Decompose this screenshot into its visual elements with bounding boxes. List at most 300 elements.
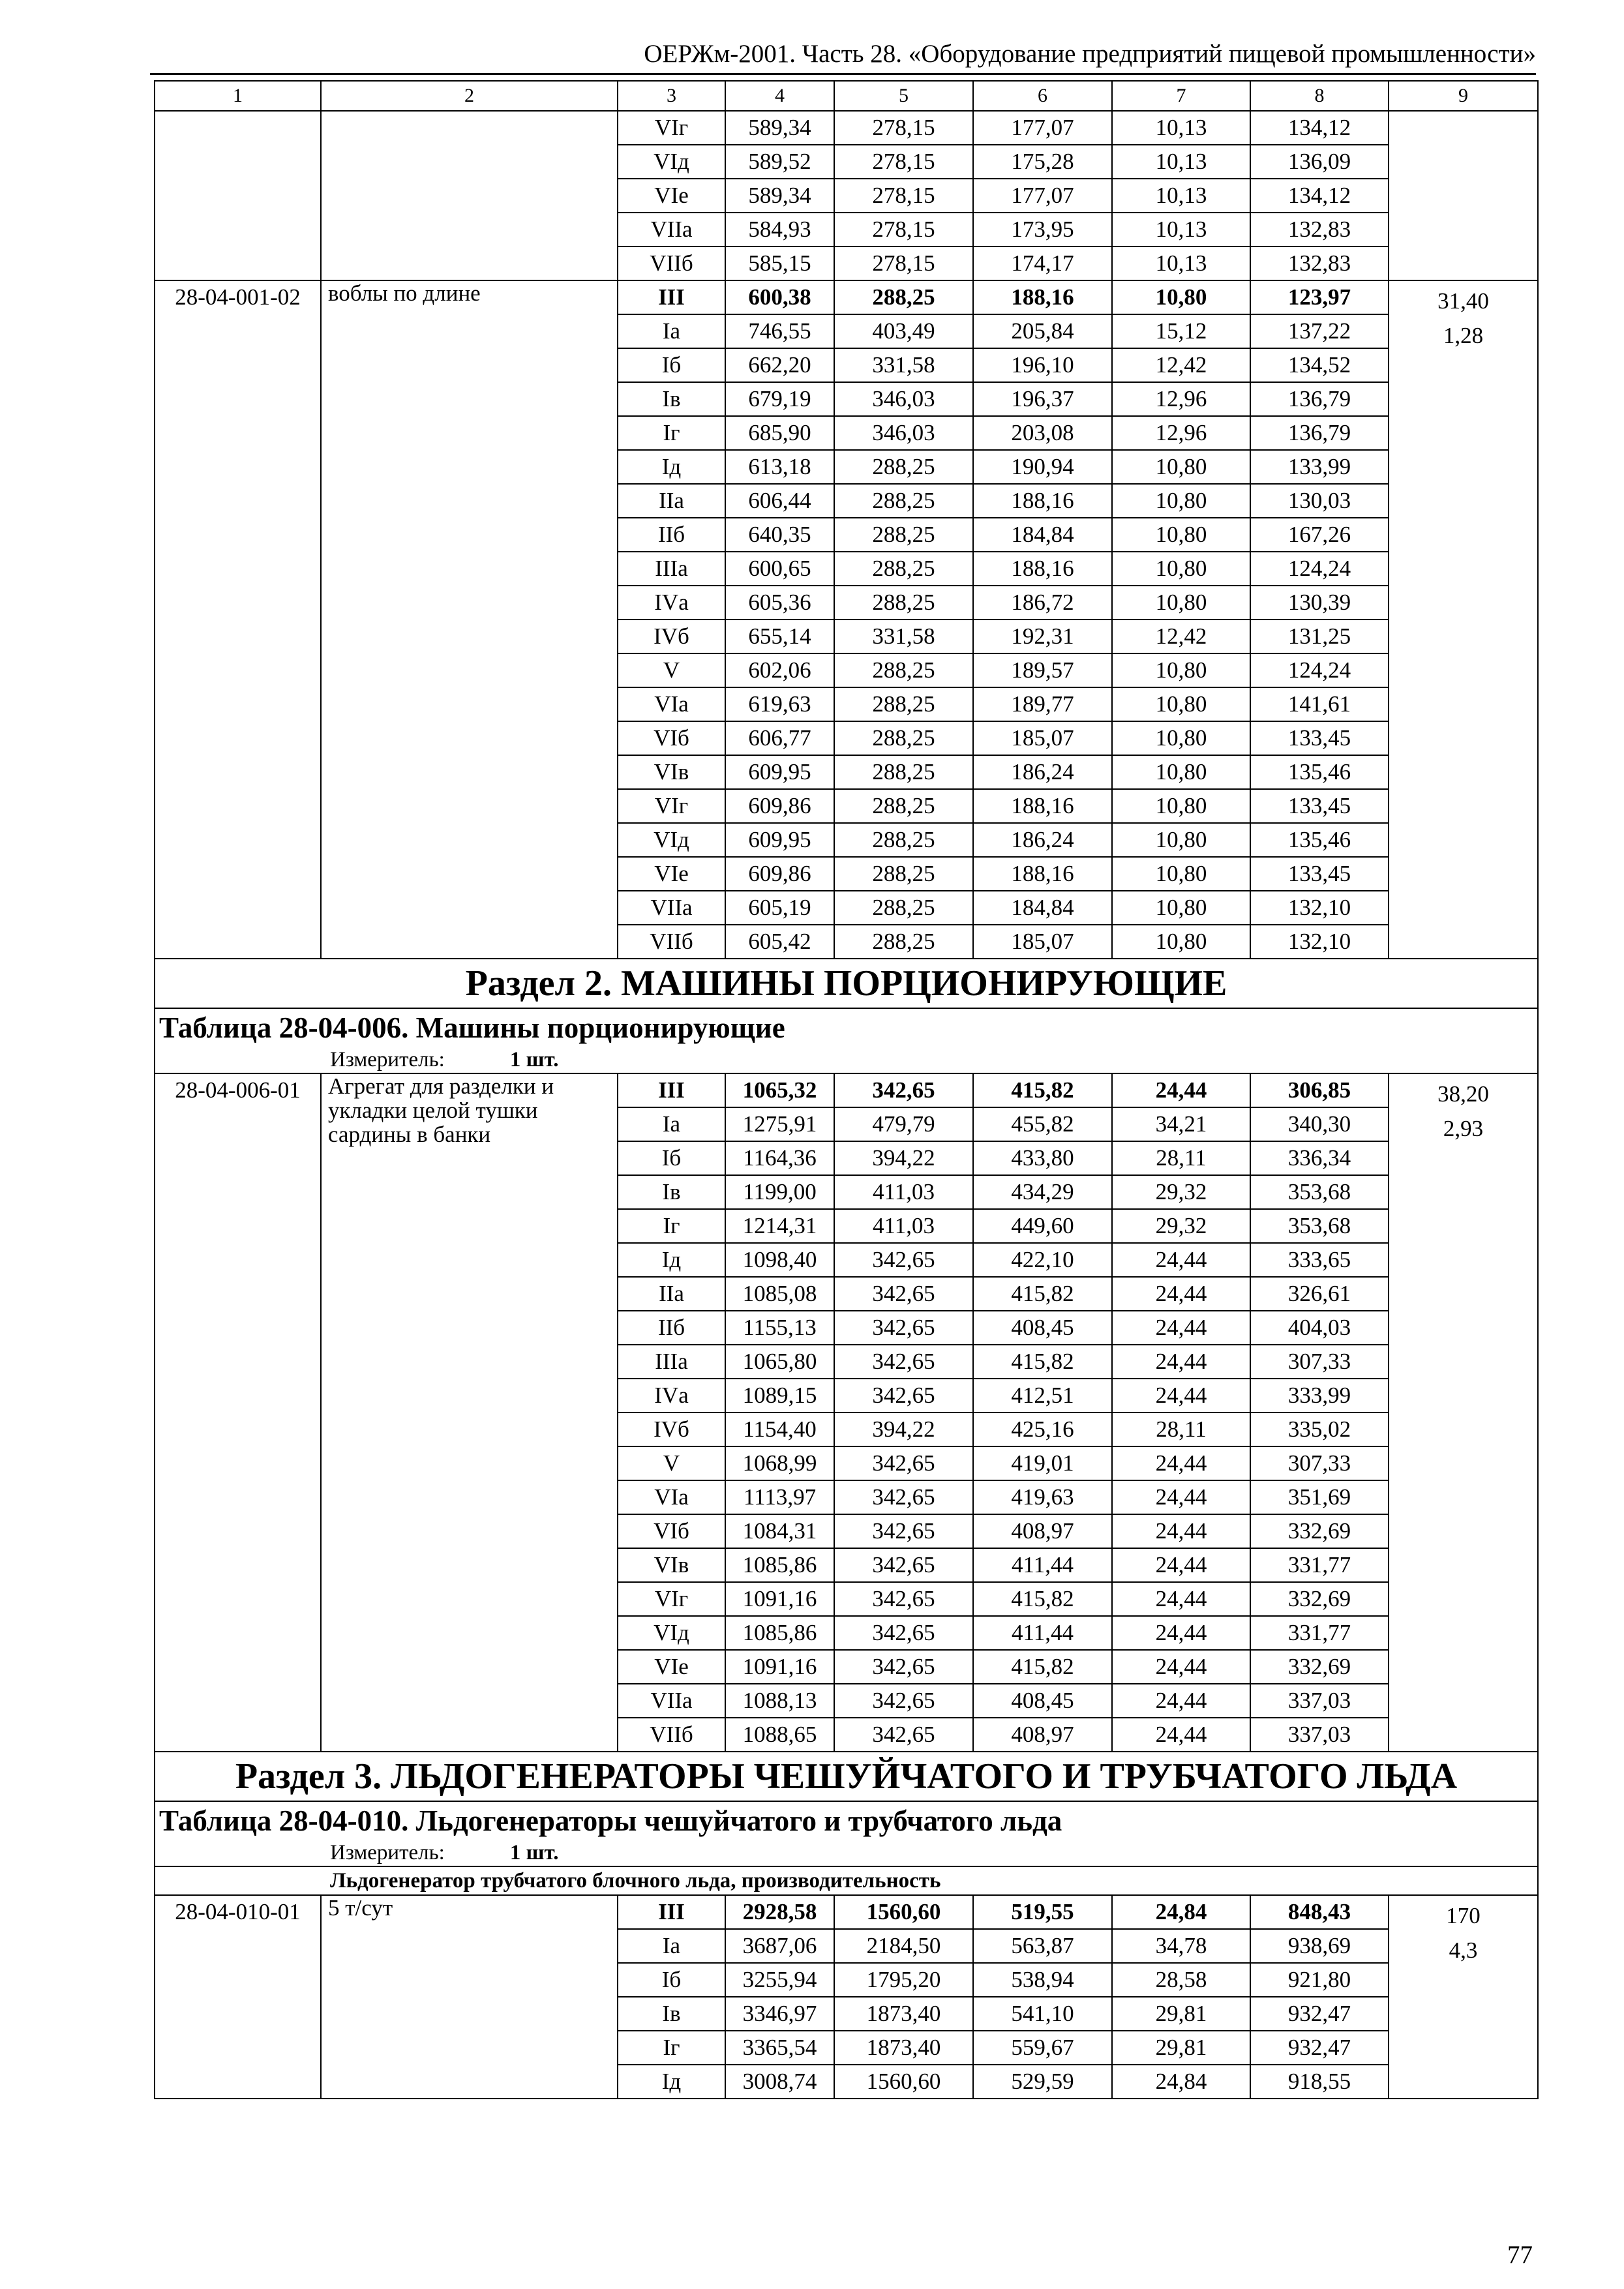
zone-cell: IIб (618, 518, 725, 552)
value-cell: 132,83 (1250, 247, 1389, 280)
value-cell: 921,80 (1250, 1963, 1389, 1997)
value-cell: 351,69 (1250, 1480, 1389, 1514)
value-cell: 3687,06 (725, 1929, 834, 1963)
item-code: 28-04-006-01 (155, 1073, 321, 1752)
zone-cell: Iб (618, 1963, 725, 1997)
zone-cell: Iг (618, 1209, 725, 1243)
value-cell: 326,61 (1250, 1277, 1389, 1311)
value-cell: 12,42 (1112, 620, 1250, 653)
value-cell: 184,84 (973, 518, 1112, 552)
value-cell: 342,65 (834, 1684, 973, 1718)
table-subtitle: Льдогенератор трубчатого блочного льда, производительность (155, 1866, 1538, 1895)
value-cell: 337,03 (1250, 1718, 1389, 1752)
zone-cell: VIе (618, 857, 725, 891)
value-cell: 419,01 (973, 1446, 1112, 1480)
value-cell: 602,06 (725, 653, 834, 687)
value-cell: 24,44 (1112, 1379, 1250, 1413)
value-cell: 24,44 (1112, 1311, 1250, 1345)
zone-cell: V (618, 1446, 725, 1480)
value-cell: 662,20 (725, 348, 834, 382)
zone-cell: III (618, 280, 725, 314)
subtitle-row (155, 1866, 1538, 1895)
value-cell: 404,03 (1250, 1311, 1389, 1345)
value-cell: 331,77 (1250, 1616, 1389, 1650)
value-cell: 190,94 (973, 450, 1112, 484)
value-cell: 307,33 (1250, 1446, 1389, 1480)
zone-cell: VIе (618, 1650, 725, 1684)
value-cell: 10,80 (1112, 280, 1250, 314)
value-cell: 679,19 (725, 382, 834, 416)
value-cell: 196,10 (973, 348, 1112, 382)
value-cell: 1154,40 (725, 1413, 834, 1446)
value-cell: 411,44 (973, 1616, 1112, 1650)
value-cell: 175,28 (973, 145, 1112, 179)
table-row (155, 1073, 1538, 1107)
value-cell: 1088,65 (725, 1718, 834, 1752)
value-cell: 173,95 (973, 213, 1112, 247)
value-cell: 1560,60 (834, 2065, 973, 2099)
value-cell: 342,65 (834, 1446, 973, 1480)
value-cell: 394,22 (834, 1141, 973, 1175)
value-cell: 124,24 (1250, 653, 1389, 687)
zone-cell: IIа (618, 1277, 725, 1311)
column-number: 9 (1389, 81, 1538, 111)
value-cell: 519,55 (973, 1895, 1112, 1929)
table-title-row (155, 1008, 1538, 1047)
zone-cell: Iг (618, 416, 725, 450)
value-cell: 411,44 (973, 1548, 1112, 1582)
value-cell: 278,15 (834, 247, 973, 280)
measure-cell (155, 1047, 1538, 1073)
column-number: 7 (1112, 81, 1250, 111)
zone-cell: VIг (618, 789, 725, 823)
value-cell: 584,93 (725, 213, 834, 247)
value-cell: 28,11 (1112, 1413, 1250, 1446)
value-cell: 10,80 (1112, 755, 1250, 789)
value-cell: 353,68 (1250, 1209, 1389, 1243)
zone-cell: VIIб (618, 1718, 725, 1752)
value-cell: 1068,99 (725, 1446, 834, 1480)
zone-cell: VIв (618, 755, 725, 789)
value-cell: 288,25 (834, 755, 973, 789)
value-cell: 288,25 (834, 518, 973, 552)
value-cell: 306,85 (1250, 1073, 1389, 1107)
zone-cell: IVа (618, 1379, 725, 1413)
value-cell: 131,25 (1250, 620, 1389, 653)
value-cell: 184,84 (973, 891, 1112, 925)
value-cell: 278,15 (834, 145, 973, 179)
value-cell: 123,97 (1250, 280, 1389, 314)
value-cell: 24,44 (1112, 1480, 1250, 1514)
table-title: Таблица 28-04-010. Льдогенераторы чешуйчатого и трубчатого льда (155, 1801, 1538, 1840)
value-cell: 331,77 (1250, 1548, 1389, 1582)
value-cell: 288,25 (834, 586, 973, 620)
value-cell: 188,16 (973, 857, 1112, 891)
value-cell: 1091,16 (725, 1582, 834, 1616)
value-cell: 342,65 (834, 1345, 973, 1379)
value-cell: 288,25 (834, 823, 973, 857)
value-cell: 288,25 (834, 789, 973, 823)
value-cell: 134,52 (1250, 348, 1389, 382)
zone-cell: Iд (618, 2065, 725, 2099)
value-cell: 186,24 (973, 755, 1112, 789)
item-code (155, 111, 321, 280)
value-cell: 1065,32 (725, 1073, 834, 1107)
value-cell: 24,44 (1112, 1650, 1250, 1684)
value-cell: 24,84 (1112, 2065, 1250, 2099)
value-cell: 177,07 (973, 111, 1112, 145)
measure-label: Измеритель: (330, 1841, 445, 1864)
zone-cell: Iб (618, 348, 725, 382)
value-cell: 1088,13 (725, 1684, 834, 1718)
column-number: 2 (321, 81, 618, 111)
value-cell: 24,44 (1112, 1718, 1250, 1752)
value-cell: 278,15 (834, 213, 973, 247)
zone-cell: IVб (618, 1413, 725, 1446)
value-cell: 938,69 (1250, 1929, 1389, 1963)
value-cell: 342,65 (834, 1480, 973, 1514)
value-cell: 10,80 (1112, 484, 1250, 518)
value-cell: 189,77 (973, 687, 1112, 721)
value-cell: 408,97 (973, 1718, 1112, 1752)
value-cell: 288,25 (834, 891, 973, 925)
extra-cell: 38,20 2,93 (1389, 1073, 1538, 1752)
zone-cell: Iв (618, 382, 725, 416)
zone-cell: III (618, 1073, 725, 1107)
value-cell: 403,49 (834, 314, 973, 348)
value-cell: 422,10 (973, 1243, 1112, 1277)
value-cell: 10,13 (1112, 213, 1250, 247)
zone-cell: VIе (618, 179, 725, 213)
value-cell: 1795,20 (834, 1963, 973, 1997)
value-cell: 342,65 (834, 1616, 973, 1650)
zone-cell: IIIа (618, 1345, 725, 1379)
value-cell: 538,94 (973, 1963, 1112, 1997)
value-cell: 342,65 (834, 1243, 973, 1277)
value-cell: 186,72 (973, 586, 1112, 620)
value-cell: 1214,31 (725, 1209, 834, 1243)
page-number: 77 (1507, 2241, 1533, 2269)
value-cell: 12,96 (1112, 416, 1250, 450)
value-cell: 425,16 (973, 1413, 1112, 1446)
value-cell: 346,03 (834, 382, 973, 416)
value-cell: 24,44 (1112, 1243, 1250, 1277)
value-cell: 3365,54 (725, 2031, 834, 2065)
value-cell: 177,07 (973, 179, 1112, 213)
value-cell: 10,80 (1112, 823, 1250, 857)
value-cell: 415,82 (973, 1277, 1112, 1311)
value-cell: 606,44 (725, 484, 834, 518)
value-cell: 1098,40 (725, 1243, 834, 1277)
value-cell: 188,16 (973, 789, 1112, 823)
value-cell: 134,12 (1250, 179, 1389, 213)
value-cell: 1560,60 (834, 1895, 973, 1929)
value-cell: 619,63 (725, 687, 834, 721)
value-cell: 28,11 (1112, 1141, 1250, 1175)
value-cell: 137,22 (1250, 314, 1389, 348)
zone-cell: Iа (618, 314, 725, 348)
value-cell: 455,82 (973, 1107, 1112, 1141)
value-cell: 1199,00 (725, 1175, 834, 1209)
value-cell: 1113,97 (725, 1480, 834, 1514)
section-row (155, 1752, 1538, 1801)
value-cell: 609,86 (725, 789, 834, 823)
value-cell: 24,44 (1112, 1446, 1250, 1480)
value-cell: 3008,74 (725, 2065, 834, 2099)
value-cell: 288,25 (834, 484, 973, 518)
zone-cell: VIв (618, 1548, 725, 1582)
zone-cell: VIа (618, 1480, 725, 1514)
value-cell: 24,44 (1112, 1582, 1250, 1616)
value-cell: 10,13 (1112, 179, 1250, 213)
value-cell: 609,95 (725, 823, 834, 857)
value-cell: 342,65 (834, 1718, 973, 1752)
value-cell: 10,80 (1112, 789, 1250, 823)
zone-cell: VIIа (618, 213, 725, 247)
zone-cell: VIб (618, 1514, 725, 1548)
value-cell: 203,08 (973, 416, 1112, 450)
value-cell: 135,46 (1250, 823, 1389, 857)
column-number: 1 (155, 81, 321, 111)
zone-cell: Iв (618, 1997, 725, 2031)
value-cell: 167,26 (1250, 518, 1389, 552)
column-number: 8 (1250, 81, 1389, 111)
value-cell: 136,79 (1250, 382, 1389, 416)
value-cell: 10,13 (1112, 111, 1250, 145)
value-cell: 589,34 (725, 111, 834, 145)
value-cell: 29,32 (1112, 1175, 1250, 1209)
value-cell: 24,44 (1112, 1616, 1250, 1650)
value-cell: 585,15 (725, 247, 834, 280)
value-cell: 185,07 (973, 721, 1112, 755)
value-cell: 2184,50 (834, 1929, 973, 1963)
zone-cell: Iа (618, 1107, 725, 1141)
value-cell: 609,86 (725, 857, 834, 891)
value-cell: 394,22 (834, 1413, 973, 1446)
value-cell: 288,25 (834, 721, 973, 755)
value-cell: 288,25 (834, 925, 973, 959)
value-cell: 24,44 (1112, 1345, 1250, 1379)
table-title-row (155, 1801, 1538, 1840)
value-cell: 288,25 (834, 552, 973, 586)
value-cell: 132,10 (1250, 891, 1389, 925)
value-cell: 189,57 (973, 653, 1112, 687)
measure-row (155, 1840, 1538, 1866)
value-cell: 10,80 (1112, 653, 1250, 687)
zone-cell: VIа (618, 687, 725, 721)
zone-cell: VIIа (618, 1684, 725, 1718)
zone-cell: VIд (618, 145, 725, 179)
value-cell: 918,55 (1250, 2065, 1389, 2099)
value-cell: 408,45 (973, 1311, 1112, 1345)
column-number: 5 (834, 81, 973, 111)
zone-cell: IVб (618, 620, 725, 653)
value-cell: 746,55 (725, 314, 834, 348)
zone-cell: Iб (618, 1141, 725, 1175)
value-cell: 29,81 (1112, 1997, 1250, 2031)
value-cell: 24,84 (1112, 1895, 1250, 1929)
value-cell: 848,43 (1250, 1895, 1389, 1929)
value-cell: 135,46 (1250, 755, 1389, 789)
value-cell: 1155,13 (725, 1311, 834, 1345)
value-cell: 1085,86 (725, 1548, 834, 1582)
value-cell: 141,61 (1250, 687, 1389, 721)
value-cell: 606,77 (725, 721, 834, 755)
value-cell: 609,95 (725, 755, 834, 789)
value-cell: 1085,86 (725, 1616, 834, 1650)
value-cell: 600,65 (725, 552, 834, 586)
value-cell: 10,13 (1112, 145, 1250, 179)
value-cell: 353,68 (1250, 1175, 1389, 1209)
value-cell: 185,07 (973, 925, 1112, 959)
value-cell: 340,30 (1250, 1107, 1389, 1141)
measure-cell (155, 1840, 1538, 1866)
zone-cell: IVа (618, 586, 725, 620)
value-cell: 174,17 (973, 247, 1112, 280)
value-cell: 336,34 (1250, 1141, 1389, 1175)
value-cell: 342,65 (834, 1514, 973, 1548)
value-cell: 529,59 (973, 2065, 1112, 2099)
zone-cell: Iд (618, 1243, 725, 1277)
value-cell: 415,82 (973, 1650, 1112, 1684)
value-cell: 10,13 (1112, 247, 1250, 280)
value-cell: 10,80 (1112, 891, 1250, 925)
value-cell: 10,80 (1112, 687, 1250, 721)
value-cell: 24,44 (1112, 1073, 1250, 1107)
item-code: 28-04-001-02 (155, 280, 321, 959)
value-cell: 1091,16 (725, 1650, 834, 1684)
value-cell: 3255,94 (725, 1963, 834, 1997)
item-name (321, 111, 618, 280)
value-cell: 124,24 (1250, 552, 1389, 586)
header-rule (150, 73, 1536, 75)
value-cell: 600,38 (725, 280, 834, 314)
value-cell: 288,25 (834, 857, 973, 891)
value-cell: 1089,15 (725, 1379, 834, 1413)
value-cell: 434,29 (973, 1175, 1112, 1209)
value-cell: 342,65 (834, 1379, 973, 1413)
value-cell: 337,03 (1250, 1684, 1389, 1718)
zone-cell: VIIб (618, 925, 725, 959)
value-cell: 24,44 (1112, 1548, 1250, 1582)
value-cell: 188,16 (973, 280, 1112, 314)
value-cell: 408,97 (973, 1514, 1112, 1548)
page-header: ОЕРЖм-2001. Часть 28. «Оборудование предприятий пищевой промышленности» (644, 40, 1536, 68)
value-cell: 685,90 (725, 416, 834, 450)
value-cell: 196,37 (973, 382, 1112, 416)
zone-cell: IIIа (618, 552, 725, 586)
value-cell: 130,39 (1250, 586, 1389, 620)
value-cell: 605,36 (725, 586, 834, 620)
column-number: 3 (618, 81, 725, 111)
value-cell: 205,84 (973, 314, 1112, 348)
value-cell: 479,79 (834, 1107, 973, 1141)
value-cell: 188,16 (973, 484, 1112, 518)
value-cell: 342,65 (834, 1582, 973, 1616)
value-cell: 932,47 (1250, 1997, 1389, 2031)
value-cell: 10,80 (1112, 721, 1250, 755)
value-cell: 342,65 (834, 1548, 973, 1582)
section-heading: Раздел 3. ЛЬДОГЕНЕРАТОРЫ ЧЕШУЙЧАТОГО И ТРУБЧАТОГО ЛЬДА (155, 1752, 1538, 1801)
value-cell: 412,51 (973, 1379, 1112, 1413)
value-cell: 132,83 (1250, 213, 1389, 247)
measure-value: 1 шт. (509, 1841, 559, 1864)
value-cell: 332,69 (1250, 1650, 1389, 1684)
value-cell: 130,03 (1250, 484, 1389, 518)
value-cell: 288,25 (834, 450, 973, 484)
value-cell: 136,79 (1250, 416, 1389, 450)
value-cell: 288,25 (834, 653, 973, 687)
measure-row (155, 1047, 1538, 1073)
value-cell: 10,80 (1112, 857, 1250, 891)
value-cell: 640,35 (725, 518, 834, 552)
value-cell: 332,69 (1250, 1514, 1389, 1548)
zone-cell: Iв (618, 1175, 725, 1209)
value-cell: 288,25 (834, 687, 973, 721)
measure-value: 1 шт. (509, 1048, 559, 1071)
table-row (155, 111, 1538, 145)
value-cell: 589,52 (725, 145, 834, 179)
value-cell: 331,58 (834, 348, 973, 382)
zone-cell: IIа (618, 484, 725, 518)
table-row (155, 280, 1538, 314)
value-cell: 1085,08 (725, 1277, 834, 1311)
value-cell: 411,03 (834, 1209, 973, 1243)
zone-cell: VIг (618, 1582, 725, 1616)
value-cell: 28,58 (1112, 1963, 1250, 1997)
value-cell: 188,16 (973, 552, 1112, 586)
value-cell: 932,47 (1250, 2031, 1389, 2065)
value-cell: 342,65 (834, 1277, 973, 1311)
item-name: 5 т/сут (321, 1895, 618, 2099)
value-cell: 29,32 (1112, 1209, 1250, 1243)
value-cell: 12,96 (1112, 382, 1250, 416)
value-cell: 10,80 (1112, 450, 1250, 484)
value-cell: 10,80 (1112, 552, 1250, 586)
value-cell: 563,87 (973, 1929, 1112, 1963)
value-cell: 415,82 (973, 1582, 1112, 1616)
extra-cell: 31,40 1,28 (1389, 280, 1538, 959)
value-cell: 589,34 (725, 179, 834, 213)
value-cell: 332,69 (1250, 1582, 1389, 1616)
extra-cell (1389, 111, 1538, 280)
value-cell: 15,12 (1112, 314, 1250, 348)
item-name: воблы по длине (321, 280, 618, 959)
column-number: 4 (725, 81, 834, 111)
zone-cell: VIб (618, 721, 725, 755)
value-cell: 24,44 (1112, 1277, 1250, 1311)
price-table (154, 80, 1539, 2099)
value-cell: 419,63 (973, 1480, 1112, 1514)
value-cell: 559,67 (973, 2031, 1112, 2065)
measure-label: Измеритель: (330, 1048, 445, 1071)
value-cell: 34,21 (1112, 1107, 1250, 1141)
value-cell: 3346,97 (725, 1997, 834, 2031)
value-cell: 415,82 (973, 1345, 1112, 1379)
value-cell: 433,80 (973, 1141, 1112, 1175)
value-cell: 278,15 (834, 179, 973, 213)
value-cell: 449,60 (973, 1209, 1112, 1243)
value-cell: 655,14 (725, 620, 834, 653)
value-cell: 1873,40 (834, 1997, 973, 2031)
value-cell: 24,44 (1112, 1514, 1250, 1548)
value-cell: 411,03 (834, 1175, 973, 1209)
value-cell: 133,45 (1250, 789, 1389, 823)
value-cell: 408,45 (973, 1684, 1112, 1718)
value-cell: 342,65 (834, 1650, 973, 1684)
zone-cell: Iа (618, 1929, 725, 1963)
value-cell: 29,81 (1112, 2031, 1250, 2065)
